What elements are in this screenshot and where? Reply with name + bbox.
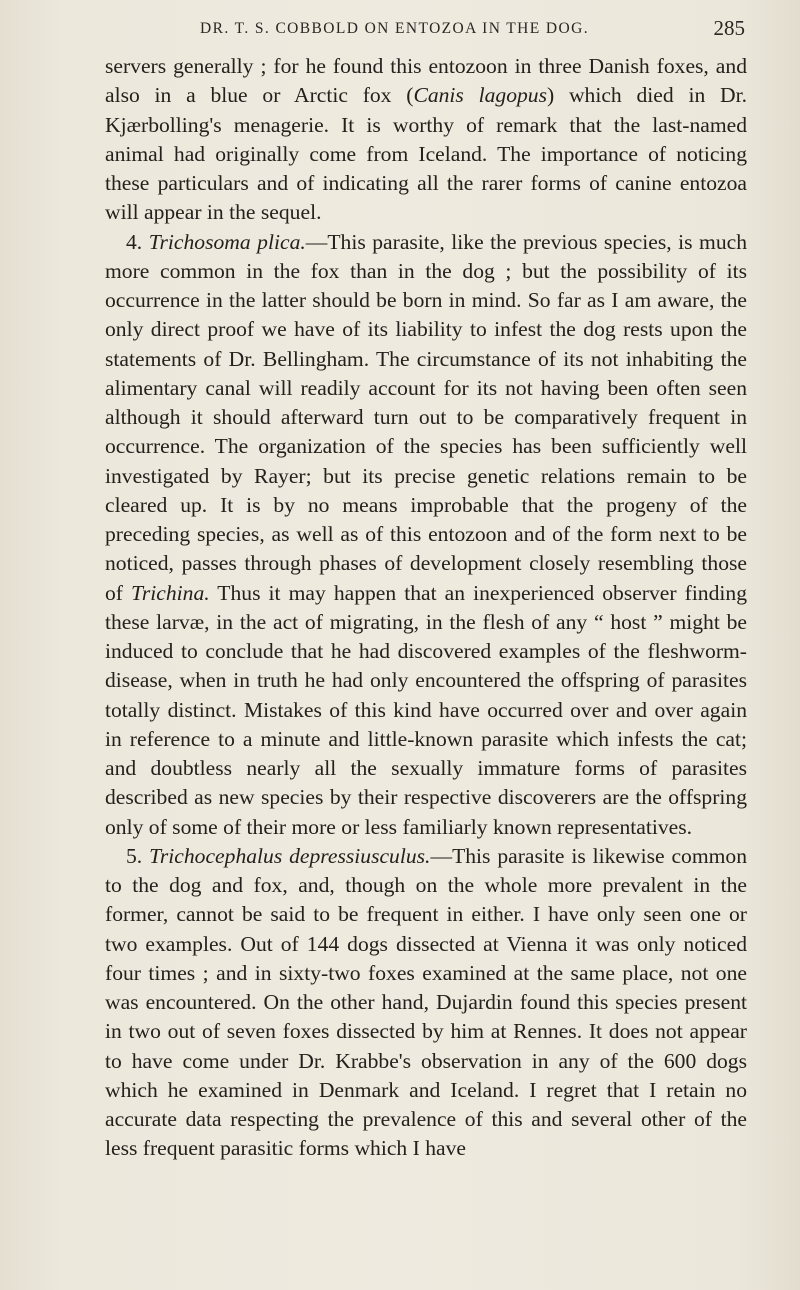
text-run: Thus it may happen that an inexperienced observer finding these larvæ, in the act of migrating, in the flesh of any “ host ” might be induced to conclude that he had discovered examples of the fleshworm-disease, when in truth he had only encountered the offspring of parasites totally distinct. Mistakes of this kind have occurred over and over again in reference to a minute and little-known parasite which infests the cat; and doubtless nearly all the sexually immature forms of parasites described as new species by their respective discoverers are the offspring only of some of their more or less familiarly known representatives.: [105, 580, 747, 839]
body-text: [105, 52, 747, 1164]
species-name: Trichocephalus depressiusculus.: [149, 843, 431, 868]
section-number: 4.: [126, 229, 149, 254]
paragraph-continuation: [105, 52, 747, 228]
paragraph-trichocephalus: [105, 842, 747, 1164]
section-number: 5.: [126, 843, 150, 868]
text-run: servers generally ; for he found this entozoon in three Danish foxes, and also in a blue or Arctic fox (: [105, 54, 747, 108]
paragraph-trichosoma: [105, 228, 747, 842]
text-run: ) which died in Dr. Kjærbolling's menagerie. It is worthy of remark that the last-named animal had originally come from Iceland. The importance of noticing these particulars and of indicating all the rarer forms of canine entozoa will appear in the sequel.: [105, 83, 747, 225]
text-run: —This parasite is likewise common to the dog and fox, and, though on the whole more prevalent in the former, cannot be said to be frequent in either. I have only seen one or two examples. Out of 144 dogs dissected at Vienna it was only noticed four times ; and in sixty-two foxes examined at the same place, not one was encountered. On the other hand, Dujardin found this species present in two out of seven foxes dissected by him at Rennes. It does not appear to have come under Dr. Krabbe's observation in any of the 600 dogs which he examined in Denmark and Iceland. I regret that I retain no accurate data respecting the prevalence of this and several other of the less frequent parasitic forms which I have: [105, 843, 748, 1161]
species-name: Canis lagopus: [413, 83, 547, 108]
page-header: [105, 18, 745, 48]
page-number: 285: [713, 16, 745, 40]
running-head: DR. T. S. COBBOLD ON ENTOZOA IN THE DOG.: [200, 20, 589, 37]
text-run: —This parasite, like the previous species, is much more common in the fox than in the dog ; but the possibility of its occurrence in the latter should be born in mind. So far as I am aware, the only direct proof we have of its liability to infest the dog rests upon the statements of Dr. Bellingham. The circumstance of its not inhabiting the alimentary canal will readily account for its not having been often seen although it should afterward turn out to be comparatively frequent in occurrence. The organization of the species has been sufficiently well investigated by Rayer; but its precise genetic relations remain to be cleared up. It is by no means improbable that the progeny of the preceding species, as well as of this entozoon and of the form next to be noticed, passes through phases of development closely resembling those of: [105, 229, 748, 605]
species-name: Trichina.: [131, 580, 210, 605]
species-name: Trichosoma plica.: [148, 229, 306, 254]
